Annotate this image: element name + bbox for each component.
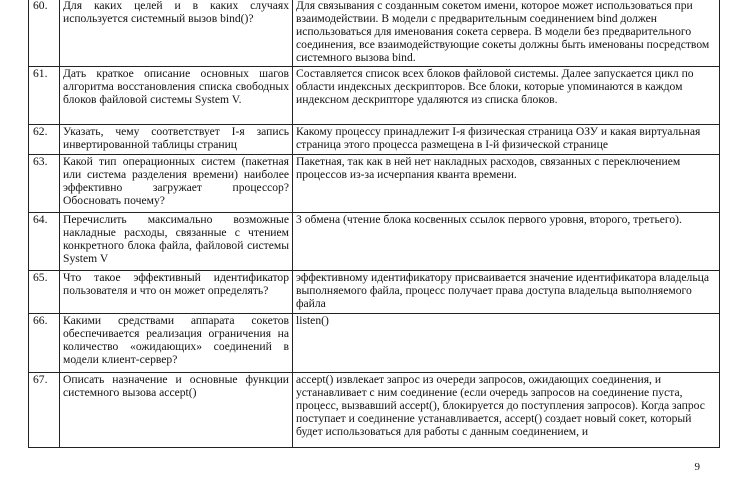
table-row: [29, 373, 720, 448]
row-number: 66.: [29, 314, 60, 373]
question-cell: Для каких целей и в каких случаях используется системный вызов bind()?: [60, 0, 293, 67]
row-number: 63.: [29, 155, 60, 213]
table-row: [29, 314, 720, 373]
page-number: 9: [694, 461, 700, 473]
qa-table: [28, 0, 720, 448]
table-row: [29, 213, 720, 271]
question-cell: Какими средствами аппарата сокетов обеспечивается реализация ограничения на количество «ожидающих» соединений в модели клиент-сервер?: [60, 314, 293, 373]
row-number: 64.: [29, 213, 60, 271]
question-cell: Какой тип операционных систем (пакетная или система разделения времени) наиболее эффективно загружает процессор? Обосновать почему?: [60, 155, 293, 213]
answer-cell: эффективному идентификатору присваивается значение идентификатора владельца выполняемого файла, процесс получает права доступа владельца выполняемого файла: [293, 271, 720, 314]
answer-cell: Какому процессу принадлежит I-я физическая страница ОЗУ и какая виртуальная страница этого процесса размещена в I-й физической странице: [293, 125, 720, 155]
table-row: [29, 0, 720, 67]
answer-cell: Пакетная, так как в ней нет накладных расходов, связанных с переключением процессов из-за исчерпания кванта времени.: [293, 155, 720, 213]
question-cell: Перечислить максимально возможные накладные расходы, связанные с чтением конкретного блока файла, файловой системы System V: [60, 213, 293, 271]
row-number: 61.: [29, 67, 60, 125]
table-row: [29, 125, 720, 155]
table-row: [29, 271, 720, 314]
answer-cell: Для связывания с созданным сокетом имени, которое может использоваться при взаимодействии. В модели с предварительным соединением bind должен использоваться для именования сокета сервера. В модели без предварительного соединения, все взаимодействующие сокеты должны быть именованы посредством системного вызова bind.: [293, 0, 720, 67]
table-row: [29, 67, 720, 125]
question-cell: Указать, чему соответствует I-я запись инвертированной таблицы страниц: [60, 125, 293, 155]
answer-cell: accept() извлекает запрос из очереди запросов, ожидающих соединения, и устанавливает с ним соединение (если очередь запросов на соединение пуста, процесс, вызвавший accept(), блокируется до поступления запросов). Когда запрос поступает и соединение устанавливается, accept() создает новый сокет, который будет использоваться для работы с данным соединением, и: [293, 373, 720, 448]
row-number: 62.: [29, 125, 60, 155]
answer-cell: Составляется список всех блоков файловой системы. Далее запускается цикл по области индексных дескрипторов. Все блоки, которые упоминаются в каждом индексном дескрипторе удаляются из списка блоков.: [293, 67, 720, 125]
question-cell: Что такое эффективный идентификатор пользователя и что он может определять?: [60, 271, 293, 314]
row-number: 65.: [29, 271, 60, 314]
answer-cell: listen(): [293, 314, 720, 373]
row-number: 60.: [29, 0, 60, 67]
question-cell: Описать назначение и основные функции системного вызова accept(): [60, 373, 293, 448]
answer-cell: 3 обмена (чтение блока косвенных ссылок первого уровня, второго, третьего).: [293, 213, 720, 271]
table-row: [29, 155, 720, 213]
row-number: 67.: [29, 373, 60, 448]
question-cell: Дать краткое описание основных шагов алгоритма восстановления списка свободных блоков файловой системы System V.: [60, 67, 293, 125]
